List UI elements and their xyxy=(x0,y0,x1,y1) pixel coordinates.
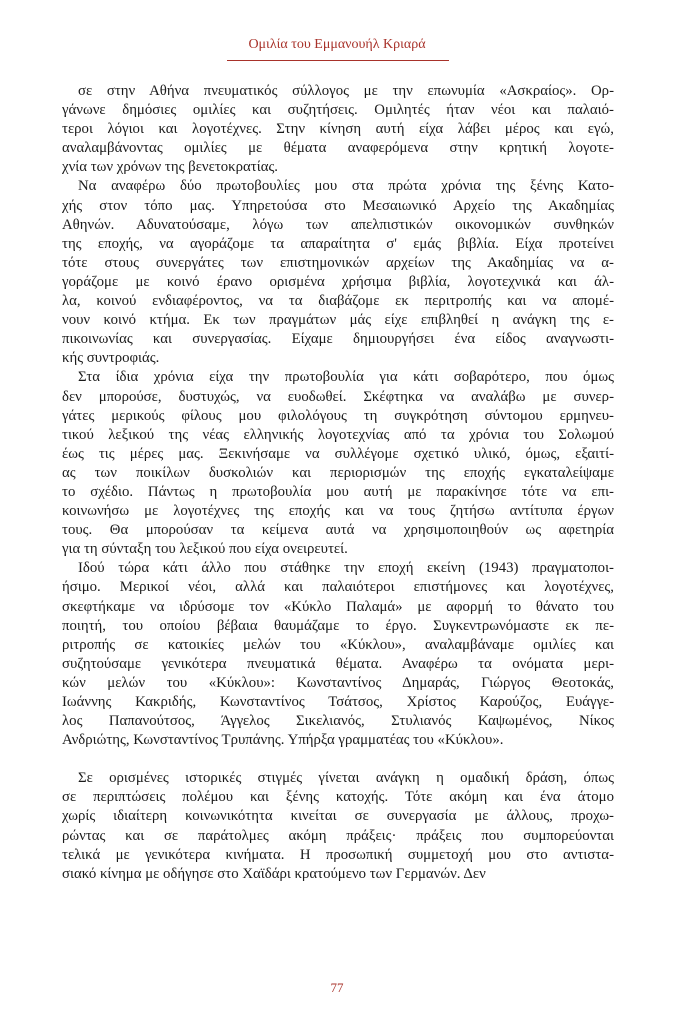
text-line: ας των ποικίλων δυσκολιών και περιορισμών της εποχής εγκαταλείψαμε xyxy=(62,464,614,481)
text-line: Ιδού τώρα κάτι άλλο που στάθηκε την εποχή εκείνη (1943) πραγματοποι- xyxy=(78,560,614,577)
text-line: δεν μπορούσε, δυστυχώς, να ευοδωθεί. Σκέφτηκα να αναλάβω με συνερ- xyxy=(62,388,614,405)
text-line: Στα ίδια χρόνια είχα την πρωτοβουλία για κάτι σοβαρότερο, που όμως xyxy=(78,369,614,386)
text-line: γάνωνε δημόσιες ομιλίες και συζητήσεις. Ομιλητές ήταν νέοι και παλαιό- xyxy=(62,102,614,119)
text-line: της εποχής, να αγοράζομε τα απαραίτητα σ' εμάς βιβλία. Είχα προτείνει xyxy=(62,235,614,252)
text-line: Ανδριώτης, Κωνσταντίνος Τρυπάνης. Υπήρξα γραμματέας του «Κύκλου». xyxy=(62,732,504,749)
text-line: κοινωνήσω με λογοτέχνες της εποχής και να τους ζητήσω αντίτυπα έργων xyxy=(62,503,614,520)
text-line: αναλαμβάνοντας ομιλίες με θέματα αναφερόμενα στην κρητική λογοτε- xyxy=(62,140,614,157)
text-line: ριτροπής σε κατοικίες μελών του «Κύκλου», αναλαμβάναμε ομιλίες και xyxy=(62,636,614,653)
text-line: σκεφτήκαμε να ιδρύσομε τον «Κύκλο Παλαμά» με αφορμή το θάνατο του xyxy=(62,598,614,615)
text-line: Να αναφέρω δύο πρωτοβουλίες μου στα πρώτα χρόνια της ξένης Κατο- xyxy=(78,178,614,195)
text-line: ποιητή, του οποίου βέβαια θαυμάζαμε το έργο. Συγκεντρωνόμαστε εκ πε- xyxy=(62,617,614,634)
page-number: 77 xyxy=(330,980,344,995)
text-line: σε στην Αθήνα πνευματικός σύλλογος με την επωνυμία «Ασκραίος». Ορ- xyxy=(78,83,614,99)
text-line: έως τις μέρες μας. Ξεκινήσαμε να συλλέγομε σχετικό υλικό, όμως, εξαιτί- xyxy=(62,445,614,462)
text-line: Ιωάννης Κακριδής, Κωνσταντίνος Τσάτσος, Χρίστος Καρούζος, Ευάγγε- xyxy=(62,694,614,710)
text-line: τότε στους συνεργάτες των επιστημονικών αρχείων της Ακαδημίας να α- xyxy=(62,254,614,271)
paragraph xyxy=(62,769,614,884)
text-line: νουν κοινό κτήμα. Εκ των πραγμάτων μάς είχε επιβληθεί η ανάγκη της ε- xyxy=(62,312,614,329)
text-line: χνία των χρόνων της βενετοκρατίας. xyxy=(62,159,278,176)
text-line: λος Παπανούτσος, Άγγελος Σικελιανός, Στυλιανός Καψωμένος, Νίκος xyxy=(62,713,614,730)
text-line: Αθηνών. Αδυνατούσαμε, λόγω των απελπιστικών οικονομικών συνθηκών xyxy=(62,216,614,233)
text-line: χωρίς ιδιαίτερη κοινωνικότητα κινείται σε συνεργασία με άλλους, προχω- xyxy=(62,808,614,825)
text-line: τικού λεξικού της νέας ελληνικής λογοτεχνίας από τα χρόνια του Σολωμού xyxy=(62,426,614,443)
text-line: για τη σύνταξη του λεξικού που είχα ονειρευτεί. xyxy=(62,541,348,558)
section-gap xyxy=(62,750,614,769)
text-line: κής συντροφιάς. xyxy=(62,350,160,367)
text-line: το σχέδιο. Πάντως η πρωτοβουλία μου αυτή με παρακίνησε τότε να επι- xyxy=(62,483,614,500)
paragraph xyxy=(62,82,614,177)
text-line: συζητούσαμε γενικότερα πνευματικά θέματα. Αναφέρω τα ονόματα μερι- xyxy=(62,655,614,672)
paragraph xyxy=(62,177,614,368)
text-line: σε περιπτώσεις πολέμου και ξένης κατοχής. Τότε ακόμη και ένα άτομο xyxy=(62,789,614,806)
text-line: λα, κοινού ενδιαφέροντος, να τα διαβάζομε εκ περιτροπής και να απομέ- xyxy=(62,293,614,310)
text-line: γοράζομε με κοινό έρανο ορισμένα χρήσιμα βιβλία, λογοτεχνικά και άλ- xyxy=(62,273,614,290)
paragraph xyxy=(62,559,614,750)
text-line: τεροι λόγιοι και λογοτέχνες. Στην κίνηση αυτή είχα λάβει μέρος και εγώ, xyxy=(62,121,614,138)
text-line: κών μελών του «Κύκλου»: Κωνσταντίνος Δημαράς, Γιώργος Θεοτοκάς, xyxy=(62,674,614,691)
text-line: τους. Θα μπορούσαν τα κείμενα αυτά να χρησιμοποιηθούν ως αφετηρία xyxy=(62,522,614,539)
text-line: σιακό κίνημα με οδήγησε στο Χαϊδάρι κρατούμενο των Γερμανών. Δεν xyxy=(62,865,486,882)
text-line: ήσιμο. Μερικοί νέοι, αλλά και παλαιότεροι επιστήμονες και λογοτέχνες, xyxy=(62,579,614,596)
paragraph xyxy=(62,368,614,559)
running-title: Ομιλία του Εμμανουήλ Κριαρά xyxy=(248,37,426,52)
text-line: τελικά με γενικότερα κινήματα. Η προσωπική συμμετοχή μου στο αντιστα- xyxy=(62,846,614,863)
text-line: Σε ορισμένες ιστορικές στιγμές γίνεται ανάγκη η ομαδική δράση, όπως xyxy=(78,770,614,787)
body-text xyxy=(62,82,614,884)
text-line: χής στον τόπο μας. Υπηρετούσα στο Μεσαιωνικό Αρχείο της Ακαδημίας xyxy=(62,197,614,214)
header-rule xyxy=(227,60,449,61)
text-line: πικοινωνίας και συνεργασίας. Είχαμε δημιουργήσει ένα είδος αναγνωστι- xyxy=(62,331,614,348)
text-line: ρώντας και σε παράτολμες ακόμη πράξεις· πράξεις που συμπορεύονται xyxy=(62,827,614,844)
text-line: γάτες μερικούς φίλους μου φιλολόγους τη συγκρότηση σύντομου ερμηνευ- xyxy=(62,407,614,424)
